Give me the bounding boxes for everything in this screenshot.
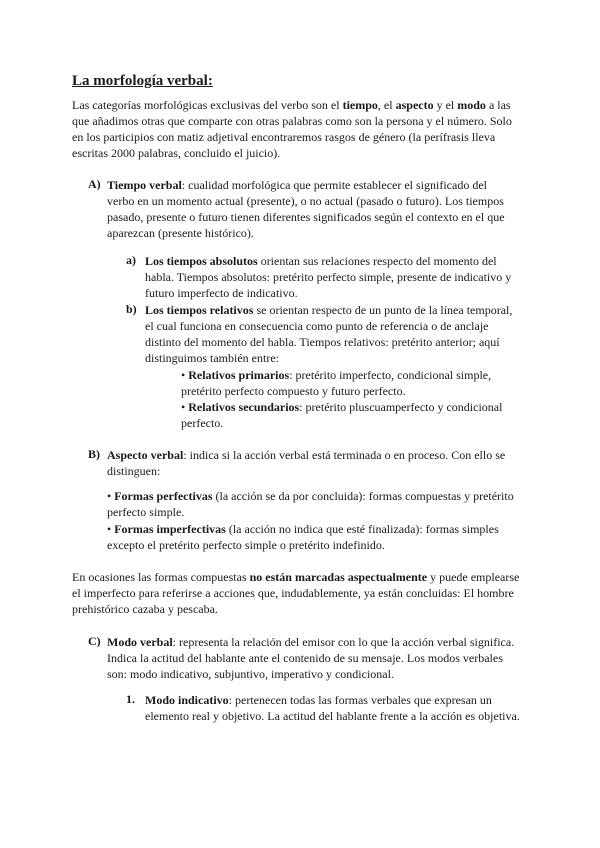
text-line: que añadimos otras que comparte con otras palabras como son la persona y el número. Solo: [72, 114, 512, 128]
relativos-secundarios-item: [181, 399, 528, 431]
text-line: pretérito perfecto compuesto y futuro perfecto.: [181, 384, 406, 398]
text-line: Los tiempos absolutos orientan sus relaciones respecto del momento del: [145, 254, 497, 268]
intro-paragraph: [72, 97, 528, 161]
item-1-label: 1.: [126, 692, 135, 706]
text-line: Modo verbal: representa la relación del emisor con lo que la acción verbal significa.: [107, 635, 515, 649]
section-c-text: [107, 634, 528, 682]
formas-imperfectivas-item: [107, 521, 528, 553]
section-b-label: B): [88, 447, 100, 461]
text-line: • Formas imperfectivas (la acción no indica que esté finalizada): formas simples: [107, 522, 499, 536]
text-line: el cual funciona en consecuencia como punto de referencia o de anclaje: [145, 319, 489, 333]
text-line: Los tiempos relativos se orientan respecto de un punto de la línea temporal,: [145, 303, 513, 317]
text-line: excepto el pretérito perfecto simple o pretérito indefinido.: [107, 538, 385, 552]
text-line: aparezcan (presente histórico).: [107, 226, 254, 240]
text-line: Las categorías morfológicas exclusivas del verbo son el tiempo, el aspecto y el modo a las: [72, 98, 511, 112]
text-line: prehistórico cazaba y pescaba.: [72, 602, 218, 616]
text-line: • Relativos secundarios: pretérito pluscuamperfecto y condicional: [181, 400, 503, 414]
item-b-text: [145, 302, 528, 366]
item-a-text: [145, 253, 528, 301]
text-line: habla. Tiempos absolutos: pretérito perfecto simple, presente de indicativo y: [145, 270, 512, 284]
text-line: perfecto.: [181, 416, 224, 430]
text-line: Modo indicativo: pertenecen todas las formas verbales que expresan un: [145, 693, 492, 707]
text-line: • Formas perfectivas (la acción se da por concluida): formas compuestas y pretérito: [107, 489, 514, 503]
text-line: distinto del momento del habla. Tiempos relativos: pretérito anterior; aquí: [145, 335, 500, 349]
text-line: perfecto simple.: [107, 505, 185, 519]
text-line: Aspecto verbal: indica si la acción verbal está terminada o en proceso. Con ello se: [107, 448, 506, 462]
text-line: el imperfecto para referirse a acciones que, indudablemente, ya están concluidas: El hombre: [72, 586, 514, 600]
text-line: distinguen:: [107, 464, 161, 478]
item-1-text: [145, 692, 528, 724]
text-line: en los participios con matiz adjetival encontraremos rasgos de género (la perífrasis lleva: [72, 130, 496, 144]
text-line: escritas 2000 palabras, concluido el juicio).: [72, 146, 281, 160]
page-title: La morfología verbal:: [72, 73, 213, 89]
section-a-text: [107, 177, 528, 241]
section-a-label: A): [88, 177, 101, 191]
text-line: elemento real y objetivo. La actitud del hablante frente a la acción es objetiva.: [145, 709, 520, 723]
text-line: • Relativos primarios: pretérito imperfecto, condicional simple,: [181, 368, 492, 382]
section-b-text: [107, 447, 528, 479]
aspect-paragraph: [72, 569, 528, 617]
text-line: verbo en un momento actual (presente), o no actual (pasado o futuro). Los tiempos: [107, 194, 504, 208]
section-c-label: C): [88, 634, 101, 648]
item-a-label: a): [126, 253, 136, 267]
text-line: distinguimos también entre:: [145, 351, 279, 365]
text-line: pasado, presente o futuro tienen diferentes significados según el contexto en el que: [107, 210, 505, 224]
text-line: En ocasiones las formas compuestas no están marcadas aspectualmente y puede emplearse: [72, 570, 520, 584]
text-line: son: modo indicativo, subjuntivo, imperativo y condicional.: [107, 667, 394, 681]
text-line: futuro imperfecto de indicativo.: [145, 286, 298, 300]
formas-perfectivas-item: [107, 488, 528, 520]
relativos-primarios-item: [181, 367, 528, 399]
item-b-label: b): [126, 302, 137, 316]
text-line: Indica la actitud del hablante ante el contenido de su mensaje. Los modos verbales: [107, 651, 503, 665]
text-line: Tiempo verbal: cualidad morfológica que permite establecer el significado del: [107, 178, 487, 192]
